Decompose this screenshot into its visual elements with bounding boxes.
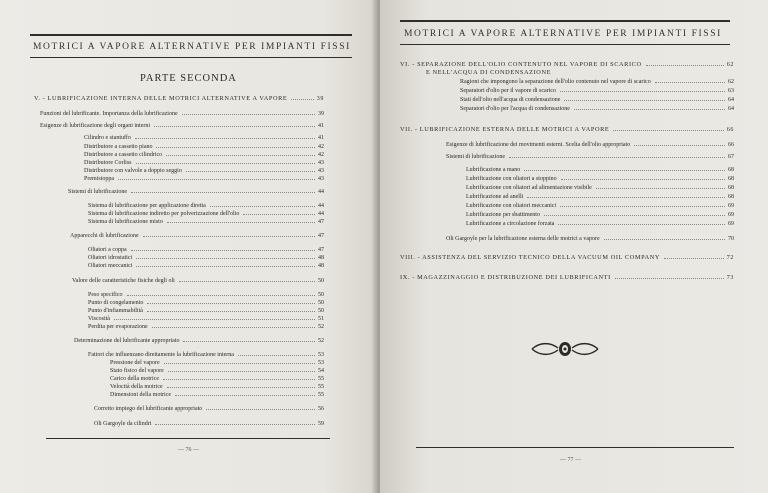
toc-entry: Sistemi di lubrificazione 44 bbox=[68, 189, 324, 195]
toc-entry: Carico della motrice 55 bbox=[110, 376, 324, 382]
toc-entry: Oliatori a coppa 47 bbox=[88, 247, 324, 253]
toc-entry: Corretto impiego del lubrificante appropriato 56 bbox=[94, 406, 324, 412]
page-number: — 76 — bbox=[178, 447, 199, 453]
toc-entry: Funzioni del lubrificante. Importanza della lubrificazione 39 bbox=[40, 111, 324, 117]
header-rule bbox=[400, 44, 730, 45]
toc-entry: Fattori che influenzano direttamente la lubrificazione interna 53 bbox=[88, 352, 324, 358]
toc-entry: Separatori d'olio per l'acqua di condensazione 64 bbox=[460, 106, 734, 112]
toc-chapter: IX. - MAGAZZINAGGIO E DISTRIBUZIONE DEI LUBRIFICANTI 73 bbox=[400, 274, 734, 281]
toc-entry: Cilindro e stantuffo 41 bbox=[84, 135, 324, 141]
toc-entry: Sistema di lubrificazione indiretto per polverizzazione dell'olio 44 bbox=[88, 211, 324, 217]
header-rule bbox=[400, 20, 730, 22]
toc-entry: Stato fisico del vapore 54 bbox=[110, 368, 324, 374]
toc-entry: Velocità della motrice 55 bbox=[110, 384, 324, 390]
toc-entry: Dimensioni della motrice 55 bbox=[110, 392, 324, 398]
toc-entry: Stati dell'olio nell'acqua di condensazione 64 bbox=[460, 97, 734, 103]
toc-entry: Esigenze di lubrificazione dei movimenti esterni. Scelta dell'olio appropriato 66 bbox=[446, 142, 734, 148]
page-header: MOTRICI A VAPORE ALTERNATIVE PER IMPIANTI FISSI bbox=[404, 29, 722, 39]
toc-entry: Punto di congelamento 50 bbox=[88, 300, 324, 306]
right-page bbox=[380, 0, 768, 493]
toc-entry: Oliatori idrostatici 48 bbox=[88, 255, 324, 261]
toc-entry: Apparecchi di lubrificazione 47 bbox=[70, 233, 324, 239]
page-number: — 77 — bbox=[560, 457, 581, 463]
toc-entry: Distributore a cassetto piano 42 bbox=[84, 144, 324, 150]
toc-entry: Premistoppa 43 bbox=[84, 176, 324, 182]
toc-entry: Separatori d'olio per il vapore di scarico 63 bbox=[460, 88, 734, 94]
toc-entry: Punto d'infiammabilità 50 bbox=[88, 308, 324, 314]
toc-entry: Peso specifico 50 bbox=[88, 292, 324, 298]
toc-entry: Oli Gargoyle per la lubrificazione esterna delle motrici a vapore 70 bbox=[446, 236, 734, 242]
toc-entry: Oli Gargoyle da cilindri 59 bbox=[94, 421, 324, 427]
toc-entry: Pressione del vapore 53 bbox=[110, 360, 324, 366]
toc-entry: Distributore a cassetto cilindrico 42 bbox=[84, 152, 324, 158]
toc-entry: Esigenze di lubrificazione degli organi interni 41 bbox=[40, 123, 324, 129]
toc-chapter: VII. - LUBRIFICAZIONE ESTERNA DELLE MOTRICI A VAPORE 66 bbox=[400, 126, 734, 133]
toc-entry: Lubrificazione a mano 68 bbox=[466, 167, 734, 173]
toc-entry: Lubrificazione ad anelli 68 bbox=[466, 194, 734, 200]
toc-entry: Distributore con valvole a doppio seggio 43 bbox=[84, 168, 324, 174]
header-rule bbox=[30, 34, 352, 36]
toc-entry: Sistema di lubrificazione misto 47 bbox=[88, 219, 324, 225]
left-page bbox=[0, 0, 380, 493]
toc-entry: Lubrificazione con oliatori a stoppino 68 bbox=[466, 176, 734, 182]
toc-entry: Determinazione del lubrificante appropriato 52 bbox=[74, 338, 324, 344]
ornament-icon bbox=[530, 340, 600, 358]
toc-entry: Lubrificazione per sbattimento 69 bbox=[466, 212, 734, 218]
toc-chapter: VI. - SEPARAZIONE DELL'OLIO CONTENUTO NEL VAPORE DI SCARICO 62 bbox=[400, 61, 734, 68]
page-header: MOTRICI A VAPORE ALTERNATIVE PER IMPIANTI FISSI bbox=[33, 42, 351, 52]
toc-entry: Lubrificazione a circolazione forzata 69 bbox=[466, 221, 734, 227]
toc-entry: Perdita per evaporazione 52 bbox=[88, 324, 324, 330]
toc-entry: Ragioni che impongono la separazione dell'olio contenuto nel vapore di scarico 62 bbox=[460, 79, 734, 85]
header-rule bbox=[30, 57, 352, 58]
toc-entry: Sistema di lubrificazione per applicazione diretta 44 bbox=[88, 203, 324, 209]
toc-entry: Lubrificazione con oliatori ad alimentazione visibile 68 bbox=[466, 185, 734, 191]
footer-rule bbox=[416, 447, 734, 448]
toc-chapter-cont: E NELL'ACQUA DI CONDENSAZIONE bbox=[426, 69, 552, 76]
footer-rule bbox=[46, 438, 330, 439]
toc-entry: Lubrificazione con oliatori meccanici 69 bbox=[466, 203, 734, 209]
section-title: PARTE SECONDA bbox=[140, 73, 237, 84]
toc-entry: Viscosità 51 bbox=[88, 316, 324, 322]
toc-chapter: V. - LUBRIFICAZIONE INTERNA DELLE MOTRICI ALTERNATIVE A VAPORE 39 bbox=[34, 95, 324, 102]
toc-entry: Distributore Corliss 43 bbox=[84, 160, 324, 166]
toc-entry: Valore delle caratteristiche fisiche degli oli 50 bbox=[72, 278, 324, 284]
toc-entry: Oliatori meccanici 48 bbox=[88, 263, 324, 269]
toc-chapter: VIII. - ASSISTENZA DEL SERVIZIO TECNICO DELLA VACUUM OIL COMPANY 72 bbox=[400, 254, 734, 261]
toc-entry: Sistemi di lubrificazione 67 bbox=[446, 154, 734, 160]
